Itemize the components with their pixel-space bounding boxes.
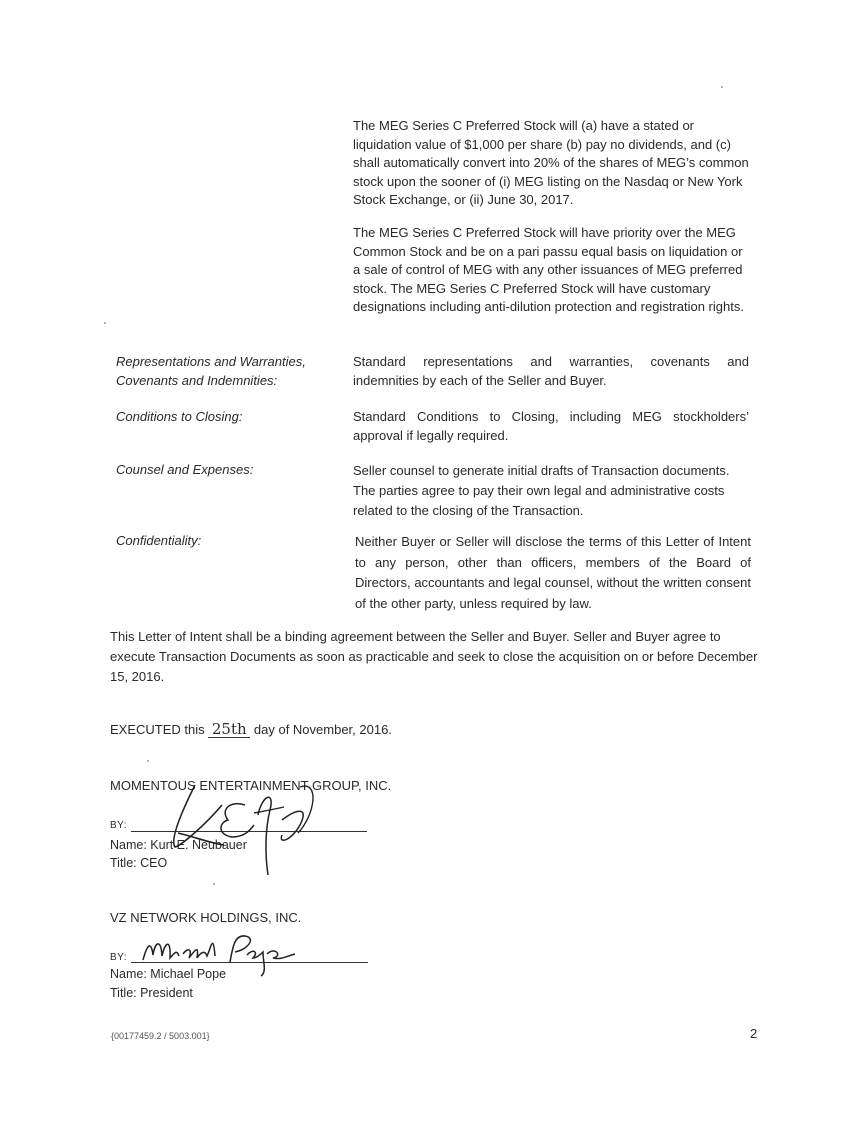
term-label-representations: Representations and Warranties, Covenants and Indemnities: — [116, 354, 306, 388]
signatory-company-vz: VZ NETWORK HOLDINGS, INC. — [110, 910, 302, 925]
executed-line — [110, 721, 392, 740]
signatory-by-label-vz: BY: — [110, 952, 128, 963]
footer-page-number: 2 — [750, 1026, 758, 1041]
handwritten-signature-meg — [150, 775, 330, 885]
term-label-confidentiality: Confidentiality: — [116, 533, 202, 548]
executed-suffix: day of November, 2016. — [253, 722, 392, 737]
signatory-name-meg: Name: Kurt E. Neubauer — [110, 838, 247, 852]
signatory-title-meg: Title: CEO — [110, 856, 168, 870]
footer-doc-id: {00177459.2 / 5003.001} — [111, 1031, 210, 1041]
term-text-confidentiality: Neither Buyer or Seller will disclose the terms of this Letter of Intent to any person, other than officers, members of the Board of Directors, accountants and legal counsel, without the written consent of the other party, unless required by law. — [355, 534, 751, 611]
term-label-counsel: Counsel and Expenses: — [116, 462, 254, 477]
term-text-conditions: Standard Conditions to Closing, including MEG stockholders’ approval if legally required. — [353, 409, 749, 443]
term-text-counsel: Seller counsel to generate initial drafts of Transaction documents. The parties agree to pay their own legal and administrative costs related to the closing of the Transaction. — [353, 463, 730, 518]
scan-speck — [213, 883, 215, 885]
scan-speck — [721, 86, 723, 88]
binding-paragraph: This Letter of Intent shall be a binding agreement between the Seller and Buyer. Seller and Buyer agree to execute Transaction Documents as soon as practicable and seek to close the acquisition on or before December 15, 2016. — [110, 629, 758, 684]
signatory-company-meg: MOMENTOUS ENTERTAINMENT GROUP, INC. — [110, 778, 392, 793]
executed-prefix: EXECUTED this — [110, 722, 205, 737]
series-c-paragraph-1: The MEG Series C Preferred Stock will (a) have a stated or liquidation value of $1,000 per share (b) pay no dividends, and (c) shall automatically convert into 20% of the shares of MEG’s common stock upon the sooner of (i) MEG listing on the Nasdaq or New York Stock Exchange, or (ii) June 30, 2017. — [353, 118, 749, 208]
signatory-title-vz: Title: President — [110, 986, 193, 1000]
term-label-conditions: Conditions to Closing: — [116, 409, 243, 424]
handwritten-signature-vz — [135, 930, 305, 980]
term-text-representations: Standard representations and warranties, covenants and indemnities by each of the Seller and Buyer. — [353, 354, 749, 388]
executed-day: 25th — [208, 721, 250, 738]
series-c-paragraph-2: The MEG Series C Preferred Stock will have priority over the MEG Common Stock and be on a pari passu equal basis on liquidation or a sale of control of MEG with any other issuances of MEG preferred stock. The MEG Series C Preferred Stock will have customary designations including anti-dilution protection and registration rights. — [353, 225, 744, 315]
scan-speck — [147, 760, 149, 762]
scan-speck — [104, 322, 106, 324]
signatory-by-label-meg: BY: — [110, 820, 128, 831]
signatory-name-vz: Name: Michael Pope — [110, 967, 227, 981]
